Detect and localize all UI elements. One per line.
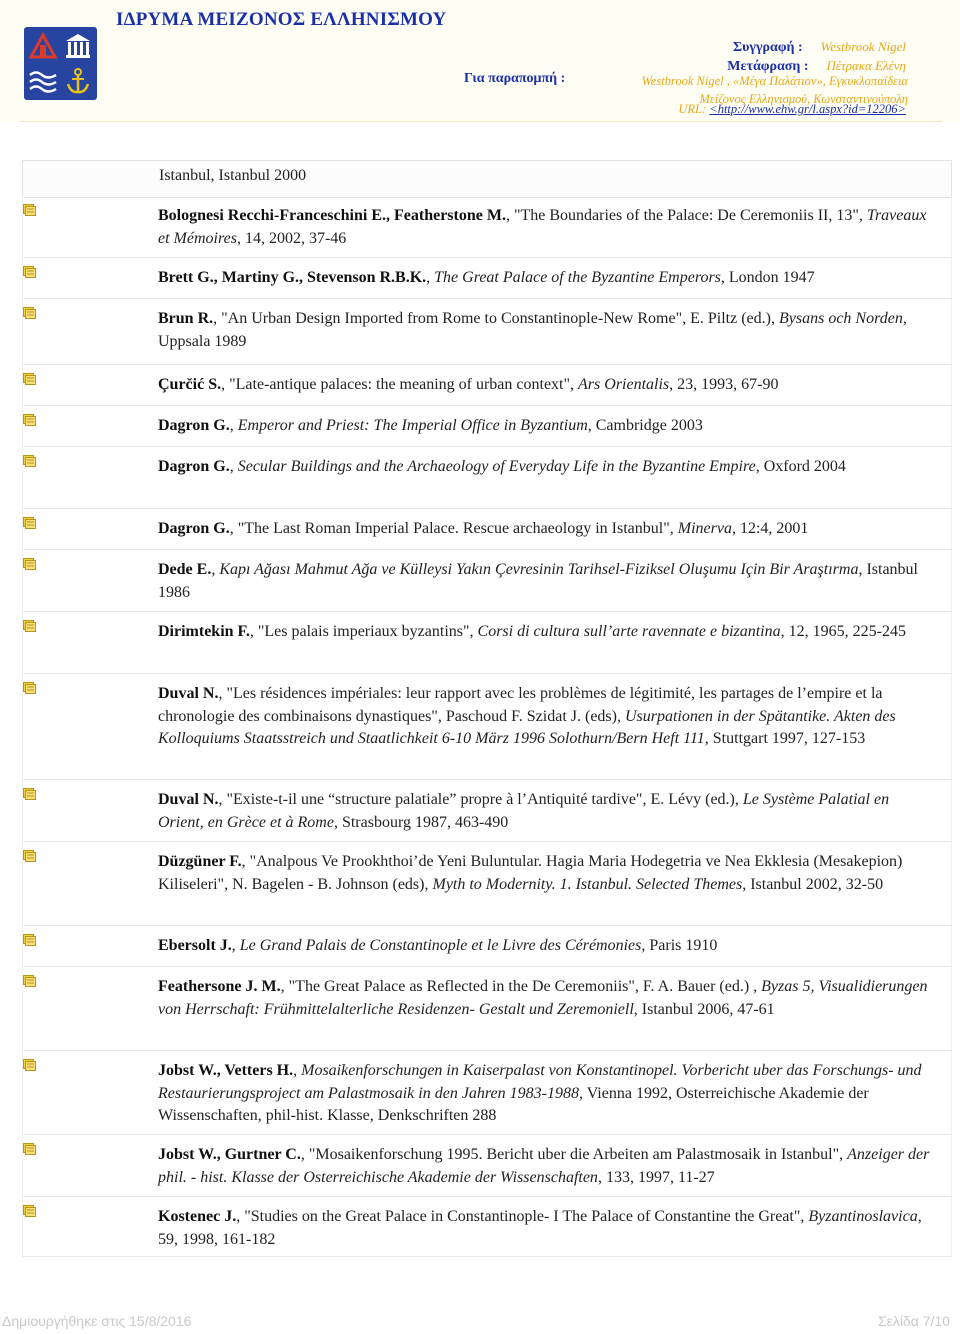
entry-text (158, 976, 938, 1021)
entry-details: , "The Boundaries of the Palace: De Ceremoniis II, 13", (505, 207, 867, 224)
previous-entry-text: Istanbul, Istanbul 2000 (159, 167, 307, 184)
entry-publication: , Istanbul 2002, 32-50 (742, 875, 884, 893)
entry-author: Bolognesi Recchi-Franceschini E., Featherstone M. (158, 207, 506, 224)
url-row (678, 102, 906, 117)
book-icon (23, 1204, 36, 1216)
entry-title: Emperor and Priest: The Imperial Office in Byzantium (237, 417, 588, 434)
entry-publication: , 14, 2002, 37-46 (236, 229, 347, 247)
entry-details: , "Late-antique palaces: the meaning of urban context", (221, 376, 579, 393)
entry-details: , "Studies on the Great Palace in Constantinople- I The Palace of Constantine the Great", (236, 1208, 809, 1225)
entry-title: Byzantinoslavica (808, 1208, 918, 1225)
bibliography-entry (0, 365, 960, 406)
entry-author: Düzgüner F. (158, 853, 242, 870)
entry-publication: , Stuttgart 1997, 127-153 (704, 730, 866, 747)
entry-title: Le Grand Palais de Constantinople et le Livre des Cérémonies (239, 937, 642, 954)
entry-details: , "The Last Roman Imperial Palace. Rescue archaeology in Istanbul", (229, 520, 678, 537)
book-icon (23, 1142, 36, 1154)
entry-text (158, 789, 938, 834)
book-icon (23, 454, 36, 466)
bibliography-entry (0, 550, 960, 612)
bibliography-entry (0, 299, 960, 365)
entry-text (158, 267, 938, 290)
bibliography-list (0, 196, 960, 1257)
translation-value: Πέτρακα Ελένη (826, 58, 906, 73)
entry-text (158, 559, 938, 604)
entry-details: , (229, 458, 238, 475)
bibliography-entry (0, 1135, 960, 1197)
entry-author: Jobst W., Vetters H. (158, 1062, 294, 1079)
entry-author: Brett G., Martiny G., Stevenson R.B.K. (158, 269, 427, 286)
entry-title: Kapı Ağası Mahmut Ağa ve Külleysi Yakın Çevresinin Tarihsel-Fiziksel Oluşumu Için Bir Araştırma (219, 561, 859, 578)
book-icon (23, 681, 36, 693)
entry-publication: , Uppsala 1989 (158, 310, 907, 350)
author-value: Westbrook Nigel (820, 39, 906, 54)
entry-title: Ars Orientalis (578, 376, 670, 393)
entry-details: , "An Urban Design Imported from Rome to Constantinople-New Rome", E. Piltz (ed.), (213, 310, 779, 327)
entry-details: , "The Great Palace as Reflected in the De Ceremoniis", F. A. Bauer (ed.) , (280, 978, 762, 995)
entry-title: Anzeiger der phil. - hist. Klasse der Osterreichische Akademie der Wissenschaften (158, 1146, 930, 1186)
book-icon (23, 516, 36, 528)
previous-entry-continuation (22, 160, 952, 198)
bibliography-entry (0, 447, 960, 509)
book-icon (23, 974, 36, 986)
book-icon (23, 557, 36, 569)
entry-details: , "Mosaikenforschung 1995. Bericht uber die Arbeiten am Palastmosaik in Istanbul", (300, 1146, 848, 1163)
bibliography-entry (0, 509, 960, 550)
logo-waves-icon (26, 64, 60, 98)
bibliography-entry (0, 674, 960, 780)
entry-title: Myth to Modernity. 1. Istanbul. Selected Themes (432, 875, 743, 893)
entry-text (158, 935, 938, 958)
entry-author: Çurčić S. (158, 376, 222, 393)
book-icon (23, 849, 36, 861)
entry-title: Secular Buildings and the Archaeology of Everyday Life in the Byzantine Empire (237, 458, 756, 475)
entry-publication: , Oxford 2004 (755, 458, 846, 475)
citation-label: Για παραπομπή : (464, 71, 566, 86)
citation-value: Westbrook Nigel , «Μέγα Παλάτιον», Εγκυκλοπαίδεια Μείζονος Ελληνισμού, Κωνσταντινούπολη (641, 74, 908, 106)
entry-details: , (293, 1062, 302, 1079)
entry-author: Brun R. (158, 310, 214, 327)
entry-details: , "Les palais imperiaux byzantins", (249, 623, 478, 640)
bibliography-entry (0, 967, 960, 1051)
entry-text (158, 456, 938, 479)
entry-publication: , 23, 1993, 67-90 (669, 376, 779, 393)
bibliography-entry (0, 926, 960, 967)
entry-text (158, 621, 938, 644)
entry-author: Duval N. (158, 685, 219, 702)
entry-details: , "Analpous Ve Prookhthoi’de Yeni Buluntular. Hagia Maria Hodegetria ve Nea Ekklesia (Mesakepion) Kiliseleri", N. Bagelen - B. Johnson (eds), (158, 853, 903, 893)
entry-details: , "Les résidences impériales: leur rapport avec les problèmes de légitimité, les partages de l’empire et la chronologie des combinaisons dynastiques", Paschoud F. Szidat J. (eds), (158, 685, 883, 725)
entry-details: , "Existe-t-il une “structure palatiale” propre à l’Antiquité tardive", E. Lévy (ed.), (218, 791, 743, 808)
entry-publication: , Istanbul 1986 (158, 561, 918, 601)
entry-author: Jobst W., Gurtner C. (158, 1146, 301, 1163)
book-icon (23, 203, 36, 215)
entry-title: Mosaikenforschungen in Kaiserpalast von Konstantinopel. Vorbericht uber das Forschungs- und Restaurierungsproject am Palastmosaik in den Jahren 1983-1988 (158, 1062, 922, 1102)
entry-publication: , 12:4, 2001 (731, 520, 809, 537)
entry-publication: , 133, 1997, 11-27 (597, 1168, 715, 1186)
entry-text (158, 1060, 938, 1128)
entry-text (158, 374, 938, 397)
page-number: Σελίδα 7/10 (877, 1313, 950, 1329)
site-title: ΙΔΡΥΜΑ ΜΕΙΖΟΝΟΣ ΕΛΛΗΝΙΣΜΟΥ (116, 9, 447, 30)
book-icon (23, 265, 36, 277)
book-icon (23, 933, 36, 945)
book-icon (23, 306, 36, 318)
entry-title: The Great Palace of the Byzantine Emperors (434, 269, 721, 286)
entry-publication: , Cambridge 2003 (587, 417, 703, 434)
entry-author: Dirimtekin F. (158, 623, 250, 640)
entry-title: Minerva (677, 520, 732, 537)
entry-title: Bysans och Norden (778, 310, 903, 327)
author-label: Συγγραφή : (732, 40, 803, 55)
entry-details: , (231, 937, 240, 954)
entry-text (158, 205, 938, 250)
entry-author: Dagron G. (158, 417, 230, 434)
entry-title: Le Système Palatial en Orient, en Grèce et à Rome (158, 791, 890, 831)
translation-label: Μετάφραση : (727, 59, 809, 74)
book-icon (23, 372, 36, 384)
entry-author: Dagron G. (158, 520, 230, 537)
entry-title: Corsi di cultura sull’arte ravennate e bizantina (477, 623, 781, 640)
entry-text (158, 1144, 938, 1189)
entry-text (158, 308, 938, 353)
entry-publication: , Strasbourg 1987, 463-490 (333, 813, 509, 831)
created-date: Δημιουργήθηκε στις 15/8/2016 (2, 1313, 192, 1329)
entry-author: Duval N. (158, 791, 219, 808)
entry-title: Byzas 5, Visualidierungen von Herrschaft: Frühmittelalterliche Residenzen- Gestalt und Zeremoniell (158, 978, 928, 1018)
bibliography-entry (0, 196, 960, 258)
book-icon (23, 619, 36, 631)
entry-title: Usurpationen in der Spätantike. Akten des Kolloquiums Staatsstreich und Staatlichkeit 6-10 März 1996 Solothurn/Bern Heft 111 (158, 707, 896, 747)
book-icon (23, 1058, 36, 1070)
entry-author: Ebersolt J. (158, 937, 232, 954)
entry-author: Feathersone J. M. (158, 978, 281, 995)
bibliography-entry (0, 780, 960, 842)
book-icon (23, 413, 36, 425)
url-label: URL: (678, 102, 707, 116)
entry-publication: , 59, 1998, 161-182 (158, 1208, 922, 1248)
page-footer (0, 1310, 960, 1334)
entry-publication: , 12, 1965, 225-245 (780, 623, 906, 640)
url-link[interactable]: <http://www.ehw.gr/l.aspx?id=12206> (709, 102, 906, 116)
bibliography-entry (0, 406, 960, 447)
entry-author: Kostenec J. (158, 1208, 237, 1225)
logo-mountain-icon (26, 29, 60, 63)
entry-text (158, 415, 938, 438)
entry-details: , (229, 417, 238, 434)
logo-temple-icon (61, 29, 95, 63)
entry-publication: , London 1947 (720, 269, 815, 286)
bibliography-entry (0, 1051, 960, 1135)
entry-text (158, 518, 938, 541)
entry-author: Dede E. (158, 561, 212, 578)
entry-text (158, 851, 938, 896)
entry-text (158, 1206, 938, 1251)
entry-text (158, 683, 938, 751)
bibliography-entry (0, 258, 960, 299)
entry-details: , (211, 561, 220, 578)
entry-author: Dagron G. (158, 458, 230, 475)
bibliography-entry (0, 612, 960, 674)
entry-publication: , Paris 1910 (641, 937, 718, 954)
document-header (0, 0, 960, 122)
bibliography-entry (0, 842, 960, 926)
entry-title: Traveaux et Mémoires (158, 207, 927, 247)
author-meta (727, 38, 906, 76)
entry-details: , (426, 269, 435, 286)
entry-publication: , Istanbul 2006, 47-61 (633, 1000, 775, 1018)
logo-anchor-icon (61, 64, 95, 98)
header-divider (20, 121, 942, 122)
bibliography-entry (0, 1197, 960, 1257)
book-icon (23, 787, 36, 799)
entry-publication: , Vienna 1992, Osterreichische Akademie der Wissenschaften, phil-hist. Klasse, Denkschriften 288 (158, 1084, 869, 1124)
foundation-logo (24, 27, 97, 100)
